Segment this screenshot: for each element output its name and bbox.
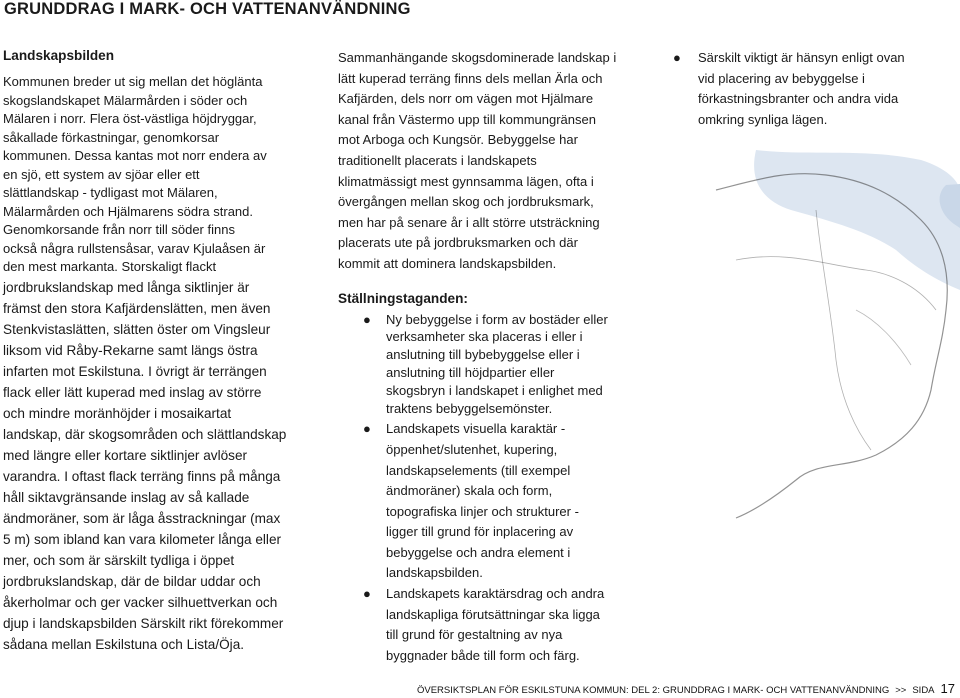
- text-line: Sammanhängande skogsdominerade landskap i: [338, 50, 617, 65]
- footer-separator: >>: [895, 685, 907, 696]
- text-line: landskapsbilden.: [386, 565, 483, 581]
- column-landskapsbilden: [3, 48, 301, 655]
- text-line: övergången mellan skog och jordbruksmark,: [338, 194, 594, 210]
- column-additional: [673, 48, 960, 130]
- intro-paragraph: [338, 48, 630, 275]
- text-line: topografiska linjer och strukturer -: [386, 503, 579, 519]
- text-line: flack eller lätt kuperad med inslag av större: [3, 384, 262, 400]
- text-line: håll siktavgränsande inslag av så kallade: [3, 489, 250, 505]
- text-line: men har på senare år i allt större utsträckning: [338, 214, 600, 230]
- text-line: klimatmässigt mest gynnsamma lägen, ofta i: [338, 173, 594, 189]
- text-line: Kommunen breder ut sig mellan det höglänta: [3, 74, 263, 89]
- text-line: till grund för gestaltning av nya: [386, 627, 563, 643]
- text-line: slättlandskap - tydligast mot Mälaren,: [3, 185, 218, 200]
- text-line: förkastningsbranter och andra vida: [698, 91, 899, 107]
- page-footer: [417, 681, 955, 696]
- text-line: mot Arboga och Kungsör. Bebyggelse har: [338, 132, 578, 148]
- text-line: Särskilt viktigt är hänsyn enligt ovan: [698, 50, 905, 65]
- text-line: Ny bebyggelse i form av bostäder eller: [386, 311, 608, 327]
- text-line: landskapliga förutsättningar ska ligga: [386, 606, 600, 622]
- text-line: såkallade förkastningar, genomkorsar: [3, 129, 220, 145]
- text-line: traktens bebyggelsemönster.: [386, 400, 553, 416]
- text-line: Landskapets karaktärsdrag och andra: [386, 586, 605, 602]
- bullet-icon: ●: [673, 50, 681, 65]
- text-line: landskap, där skogsområden och slättlandskap: [3, 426, 287, 442]
- page-number: 17: [940, 681, 955, 696]
- text-line: och mindre moränhöjder i mosaikartat: [3, 405, 232, 421]
- column-stallningstaganden: [338, 48, 630, 666]
- text-line: Mälaren i norr. Flera öst-västliga höjdryggar,: [3, 111, 257, 126]
- text-line: landskapselements (till exempel: [386, 462, 571, 478]
- text-line: främst den stora Kafjärdenslätten, men även: [3, 300, 271, 316]
- text-line: djup i landskapsbilden Särskilt rikt förekommer: [3, 615, 284, 631]
- text-line: vid placering av bebyggelse i: [698, 70, 865, 86]
- text-line: mer, och som är särskilt tydliga i öppet: [3, 552, 235, 568]
- text-line: öppenhet/slutenhet, kupering,: [386, 441, 558, 457]
- text-line: jordbrukslandskap, där de bildar uddar och: [3, 573, 261, 589]
- text-line: ligger till grund för inplacering av: [386, 524, 574, 540]
- section-heading-stallningstaganden: Ställningstaganden:: [338, 290, 468, 306]
- text-line: ändmoräner, som är låga åsstrackningar (max: [3, 510, 281, 526]
- map-road: [736, 257, 936, 310]
- text-line: placerats ute på jordbruksmarken och där: [338, 235, 578, 251]
- text-line: Mälarmården och Hjälmarens södra strand.: [3, 203, 253, 219]
- text-line: en sjö, ett system av sjöar eller ett: [3, 166, 200, 182]
- section-heading-landskapsbilden: Landskapsbilden: [3, 48, 115, 63]
- text-line: med längre eller kortare siktlinjer avlöser: [3, 447, 248, 463]
- additional-list: [673, 48, 960, 130]
- text-line: Landskapets visuella karaktär -: [386, 421, 566, 437]
- map-shoreline: [856, 310, 911, 365]
- bullet-icon: ●: [363, 311, 371, 327]
- text-line: 5 m) som ibland kan vara kilometer långa eller: [3, 531, 282, 547]
- intro-paragraph: [3, 73, 301, 277]
- position-list: [338, 311, 630, 667]
- text-line: ändmoräner) skala och form,: [386, 483, 553, 499]
- text-line: skogslandskapet Mälarmården i söder och: [3, 92, 248, 108]
- text-line: bebyggelse och andra element i: [386, 544, 571, 560]
- list-item: [338, 311, 630, 418]
- map-illustration: [696, 150, 960, 520]
- body-paragraph: [3, 277, 301, 655]
- bullet-icon: ●: [363, 586, 371, 602]
- text-line: kommit att dominera landskapsbilden.: [338, 255, 557, 271]
- text-line: infarten mot Eskilstuna. I övrigt är terrängen: [3, 363, 267, 379]
- text-line: också några rullstensåsar, varav Kjulaåsen är: [3, 240, 266, 256]
- text-line: traditionellt placerats i landskapets: [338, 152, 537, 168]
- text-line: anslutning till höjdpartier eller: [386, 364, 555, 380]
- text-line: liksom vid Råby-Rekarne samt längs östra: [3, 342, 258, 358]
- bullet-icon: ●: [363, 421, 371, 437]
- text-line: anslutning till bybebyggelse eller i: [386, 347, 580, 363]
- text-line: skogsbryn i landskapet i enlighet med: [386, 382, 603, 398]
- list-item: [338, 419, 630, 584]
- text-line: sådana mellan Eskilstuna och Lista/Öja.: [3, 636, 245, 652]
- text-line: Stenkvistaslätten, slätten öster om Vingsleur: [3, 321, 271, 337]
- text-line: kanal från Västermo upp till kommungränsen: [338, 111, 596, 127]
- footer-section: SIDA: [912, 685, 935, 696]
- text-line: den mest markanta. Storskaligt flackt: [3, 259, 217, 274]
- text-line: Genomkorsande från norr till söder finns: [3, 222, 235, 237]
- text-line: omkring synliga lägen.: [698, 111, 828, 127]
- text-line: Kafjärden, dels norr om vägen mot Hjälmare: [338, 91, 594, 107]
- map-road: [816, 210, 871, 450]
- text-line: varandra. I oftast flack terräng finns på många: [3, 468, 281, 484]
- text-line: byggnader både till form och färg.: [386, 647, 580, 663]
- document-title: GRUNDDRAG I MARK- OCH VATTENANVÄNDNING: [4, 0, 411, 18]
- text-line: åkerholmar och ger vacker silhuettverkan och: [3, 594, 278, 610]
- text-line: verksamheter ska placeras i eller i: [386, 329, 583, 345]
- text-line: lätt kuperad terräng finns dels mellan Ärla och: [338, 70, 603, 86]
- text-line: jordbrukslandskap med långa siktlinjer är: [3, 279, 250, 295]
- footer-text: ÖVERSIKTSPLAN FÖR ESKILSTUNA KOMMUN: DEL 2: GRUNDDRAG I MARK- OCH VATTENANVÄNDNING: [416, 685, 890, 696]
- list-item: [673, 48, 960, 130]
- text-line: kommunen. Dessa kantas mot norr endera av: [3, 148, 267, 163]
- list-item: [338, 584, 630, 666]
